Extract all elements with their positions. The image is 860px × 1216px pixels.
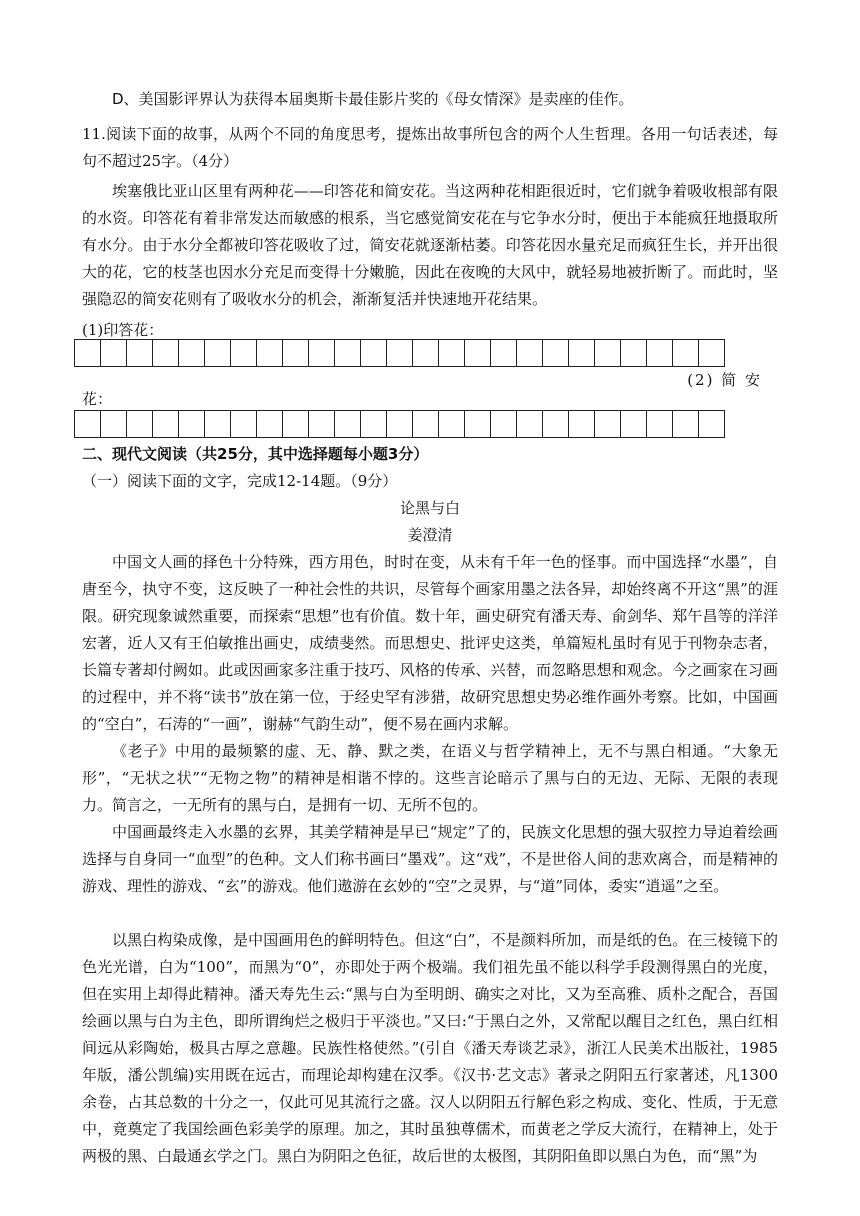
q11-story: 埃塞俄比亚山区里有两种花——印答花和简安花。当这两种花相距很近时，它们就争着吸收根部有限的水资。印答花有着非常发达而敏感的根系，当它感觉简安花在与它争水分时，便出于本能疯狂地摄取所有水分。由于水分全都被印答花吸收了过，简安花就逐渐枯萎。印答花因水量充足而疯狂生长，并开出很大的花，它的枝茎也因水分充足而变得十分嫩脆，因此在夜晚的大风中，就轻易地被折断了。而此时，坚强隐忍的简安花则有了吸收水分的机会，渐渐复活并快速地开花结果。	[82, 182, 778, 308]
grid-cell[interactable]	[413, 410, 439, 438]
grid-cell[interactable]	[647, 339, 673, 367]
grid-cell[interactable]	[517, 339, 543, 367]
q10-option-d: D、美国影评界认为获得本届奥斯卡最佳影片奖的《母女情深》是卖座的佳作。	[112, 90, 634, 108]
grid-cell[interactable]	[621, 410, 647, 438]
grid-cell[interactable]	[595, 410, 621, 438]
grid-cell[interactable]	[491, 410, 517, 438]
grid-cell[interactable]	[205, 410, 231, 438]
section-heading: 二、现代文阅读（共25分，其中选择题每小题3分）	[82, 445, 429, 463]
article-author: 姜澄清	[407, 526, 453, 544]
grid-cell[interactable]	[361, 339, 387, 367]
grid-cell[interactable]	[283, 410, 309, 438]
grid-cell[interactable]	[335, 339, 361, 367]
answer-label-2a: (2) 简 安	[687, 371, 762, 389]
grid-cell[interactable]	[75, 410, 101, 438]
article-paragraph-1: 中国文人画的择色十分特殊，西方用色，时时在变，从未有千年一色的怪事。而中国选择“水墨”，自唐至今，执守不变，这反映了一种社会性的共识，尽管每个画家用墨之法各异，却始终离不开这“黑”的涯限。研究现象诚然重要，而探索“思想”也有价值。数十年，画史研究有潘天寿、俞剑华、郑午昌等的洋洋宏著，近人又有王伯敏推出画史，成绩斐然。而思想史、批评史这类，单篇短札虽时有见于刊物杂志者，长篇专著却付阙如。此或因画家多注重于技巧、风格的传承、兴替，而忽略思想和观念。今之画家在习画的过程中，并不将“读书”放在第一位，于经史罕有涉猎，故研究思想史势必维作画外考察。比如，中国画的“空白”，石涛的“一画”，谢赫“气韵生动”，便不易在画内求解。	[82, 553, 778, 733]
sub-heading: （一）阅读下面的文字，完成12-14题。（9分）	[82, 472, 398, 490]
answer-label-1: (1)印答花：	[82, 321, 164, 339]
grid-cell[interactable]	[153, 339, 179, 367]
answer-grid-2[interactable]	[74, 410, 725, 438]
answer-label-2b: 花：	[82, 390, 113, 408]
grid-cell[interactable]	[153, 410, 179, 438]
grid-cell[interactable]	[335, 410, 361, 438]
article-paragraph-4: 以黑白构染成像，是中国画用色的鲜明特色。但这“白”，不是颜料所加，而是纸的色。在三棱镜下的色光光谱，白为“100”，而黑为“0”，亦即处于两个极端。我们祖先虽不能以科学手段测得黑白的光度，但在实用上却得此精神。潘天寿先生云:“黑与白为至明朗、确实之对比，又为至高雅、质朴之配合，吾国绘画以黑与白为主色，即所谓绚烂之极归于平淡也。”又曰:“于黑白之外，又常配以醒目之红色，黑白红相间远从彩陶始，极具古厚之意趣。民族性格使然。”(引自《潘天寿谈艺录》，浙江人民美术出版社，1985年版，潘公凯编)实用既在远古，而理论却构建在汉季。《汉书·艺文志》著录之阴阳五行家著述，凡1300余卷，占其总数的十分之一，仅此可见其流行之盛。汉人以阴阳五行解色彩之构成、变化、性质，于无意中，竟奠定了我国绘画色彩美学的原理。加之，其时虽独尊儒术，而黄老之学反大流行，在精神上，处于两极的黑、白最通玄学之门。黑白为阴阳之色征，故后世的太极图，其阴阳鱼即以黑白为色，而“黑”为	[82, 931, 778, 1165]
grid-cell[interactable]	[257, 410, 283, 438]
grid-cell[interactable]	[205, 339, 231, 367]
grid-cell[interactable]	[465, 410, 491, 438]
grid-cell[interactable]	[101, 410, 127, 438]
grid-cell[interactable]	[127, 410, 153, 438]
grid-cell[interactable]	[231, 339, 257, 367]
grid-cell[interactable]	[465, 339, 491, 367]
grid-cell[interactable]	[283, 339, 309, 367]
grid-cell[interactable]	[101, 339, 127, 367]
grid-cell[interactable]	[543, 410, 569, 438]
answer-grid-1[interactable]	[74, 339, 725, 367]
grid-cell[interactable]	[569, 339, 595, 367]
grid-cell[interactable]	[387, 339, 413, 367]
grid-cell[interactable]	[439, 339, 465, 367]
grid-cell[interactable]	[309, 339, 335, 367]
grid-cell[interactable]	[699, 410, 725, 438]
article-paragraph-3: 中国画最终走入水墨的玄界，其美学精神是早已“规定”了的，民族文化思想的强大驭控力导迫着绘画选择与自身同一“血型”的色种。文人们称书画曰“墨戏”。这“戏”，不是世俗人间的悲欢离合，而是精神的游戏、理性的游戏、“玄”的游戏。他们遨游在玄妙的“空”之灵界，与“道”同体，委实“逍遥”之至。	[82, 823, 778, 895]
grid-cell[interactable]	[543, 339, 569, 367]
grid-cell[interactable]	[387, 410, 413, 438]
grid-cell[interactable]	[257, 339, 283, 367]
grid-cell[interactable]	[309, 410, 335, 438]
grid-cell[interactable]	[75, 339, 101, 367]
grid-cell[interactable]	[517, 410, 543, 438]
grid-cell[interactable]	[699, 339, 725, 367]
grid-cell[interactable]	[621, 339, 647, 367]
grid-cell[interactable]	[673, 339, 699, 367]
grid-cell[interactable]	[127, 339, 153, 367]
grid-cell[interactable]	[595, 339, 621, 367]
grid-cell[interactable]	[569, 410, 595, 438]
grid-cell[interactable]	[231, 410, 257, 438]
grid-cell[interactable]	[491, 339, 517, 367]
q11-prompt: 11.阅读下面的故事，从两个不同的角度思考，提炼出故事所包含的两个人生哲理。各用一句话表述，每句不超过25字。（4分）	[82, 125, 778, 170]
grid-cell[interactable]	[179, 339, 205, 367]
article-title: 论黑与白	[399, 499, 460, 517]
grid-cell[interactable]	[179, 410, 205, 438]
grid-cell[interactable]	[647, 410, 673, 438]
grid-cell[interactable]	[413, 339, 439, 367]
article-paragraph-2: 《老子》中用的最频繁的虚、无、静、默之类，在语义与哲学精神上，无不与黑白相通。“大象无形”，“无状之状”“无物之物”的精神是相谐不悖的。这些言论暗示了黑与白的无边、无际、无限的表现力。简言之，一无所有的黑与白，是拥有一切、无所不包的。	[82, 742, 778, 814]
grid-cell[interactable]	[361, 410, 387, 438]
grid-cell[interactable]	[439, 410, 465, 438]
grid-cell[interactable]	[673, 410, 699, 438]
